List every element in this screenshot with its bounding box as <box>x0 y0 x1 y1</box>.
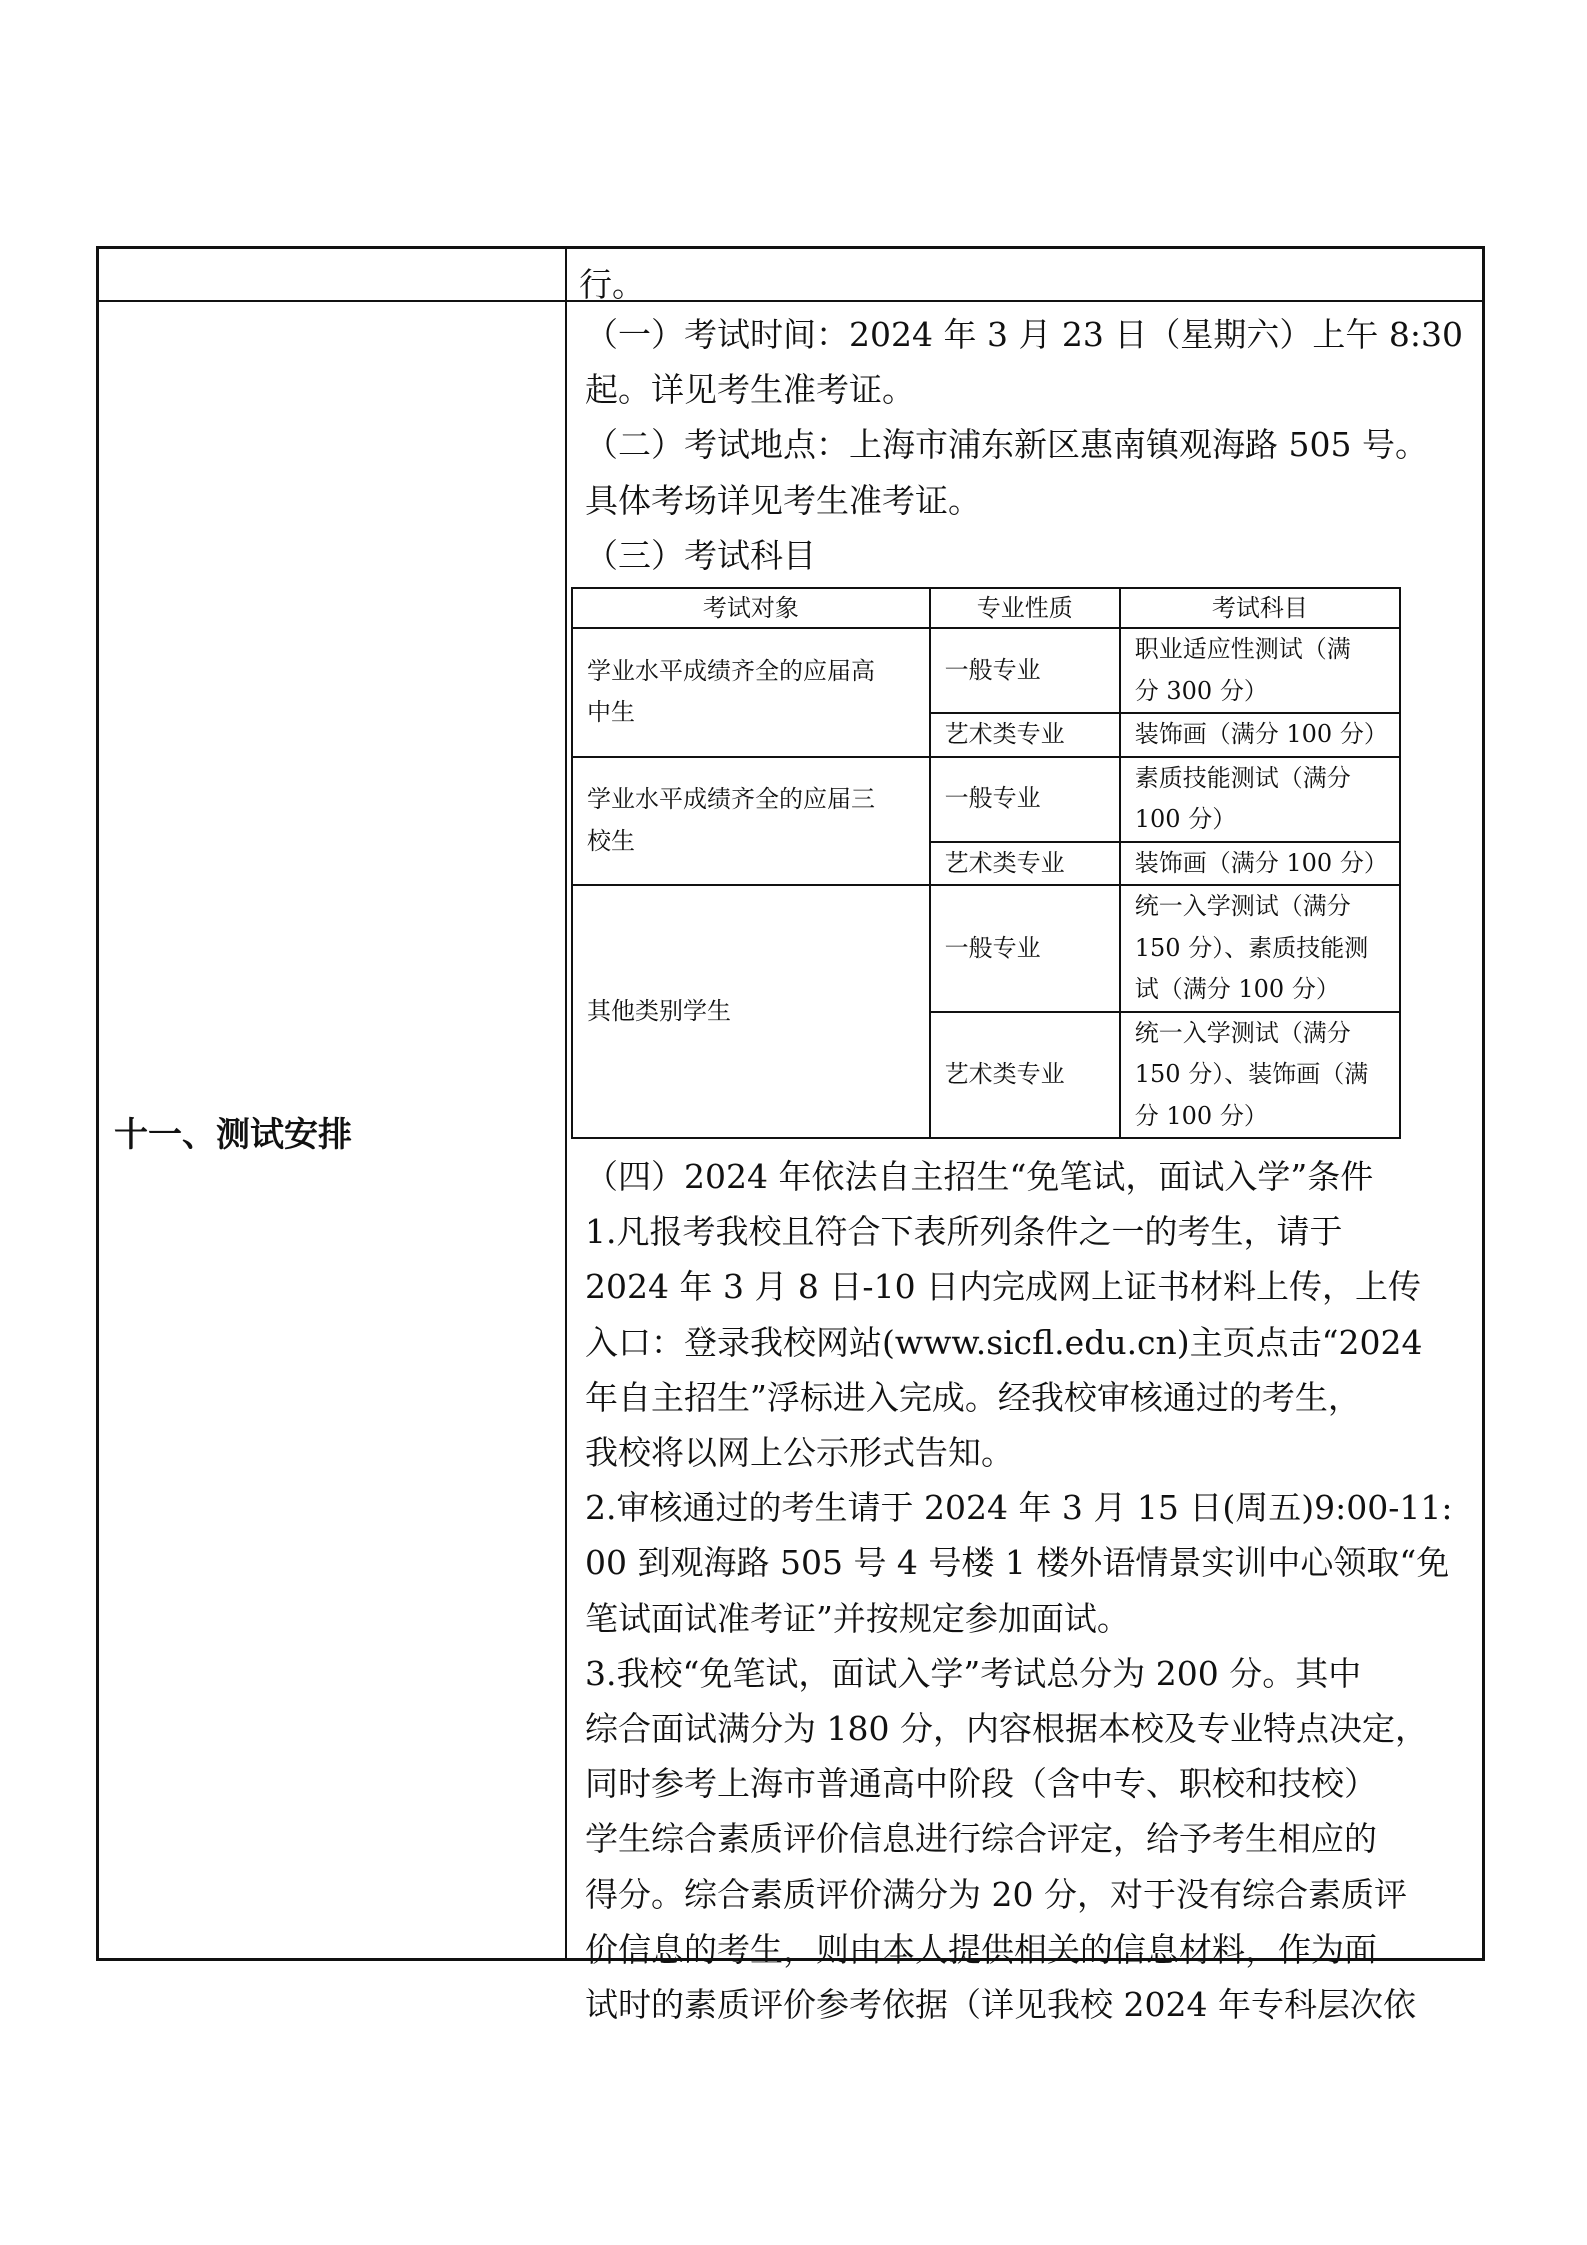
paragraph-line: 2024 年 3 月 8 日-10 日内完成网上证书材料上传，上传 <box>585 1267 1422 1307</box>
major-type-cell: 艺术类专业 <box>930 713 1120 757</box>
target-cell <box>572 885 930 1138</box>
header-target: 考试对象 <box>572 588 930 628</box>
paragraph-line: （四）2024 年依法自主招生“免笔试，面试入学”条件 <box>585 1157 1374 1197</box>
exam-table-header-row <box>572 588 1400 628</box>
paragraph-line: 同时参考上海市普通高中阶段（含中专、职校和技校） <box>585 1764 1377 1804</box>
cell-line: 职业适应性测试（满 <box>1134 635 1351 664</box>
header-type: 专业性质 <box>930 588 1120 628</box>
cell-line: 统一入学测试（满分 <box>1134 892 1351 921</box>
major-type-cell: 一般专业 <box>930 885 1120 1012</box>
subject-cell <box>1120 628 1400 713</box>
row-divider <box>99 300 1482 302</box>
paragraph-line: （三）考试科目 <box>585 535 816 575</box>
top-paragraphs <box>585 307 1465 583</box>
paragraph-line: 00 到观海路 505 号 4 号楼 1 楼外语情景实训中心领取“免 <box>585 1543 1450 1583</box>
paragraph-line: 我校将以网上公示形式告知。 <box>585 1433 1014 1473</box>
subject-cell <box>1120 842 1400 886</box>
cell-line: 其他类别学生 <box>587 996 731 1025</box>
cell-line: 中生 <box>587 698 635 727</box>
paragraph-line: 1.凡报考我校且符合下表所列条件之一的考生，请于 <box>585 1212 1343 1252</box>
paragraph-line: 2.审核通过的考生请于 2024 年 3 月 15 日(周五)9:00-11: <box>585 1488 1453 1528</box>
exam-subjects-table <box>571 587 1401 1139</box>
table-row <box>572 628 1400 713</box>
subject-cell <box>1120 757 1400 842</box>
cell-line: 学业水平成绩齐全的应届三 <box>587 785 875 814</box>
header-subject: 考试科目 <box>1120 588 1400 628</box>
cell-line: 学业水平成绩齐全的应届高 <box>587 656 875 685</box>
paragraph-line: 起。详见考生准考证。 <box>585 370 915 410</box>
subject-cell <box>1120 713 1400 757</box>
table-row <box>572 885 1400 1012</box>
paragraph-line: （一）考试时间：2024 年 3 月 23 日（星期六）上午 8:30 <box>585 315 1464 354</box>
target-cell <box>572 628 930 757</box>
cell-line: 装饰画（满分 100 分） <box>1134 848 1388 877</box>
cell-line: 素质技能测试（满分 <box>1134 763 1351 792</box>
subject-cell <box>1120 1012 1400 1139</box>
cell-line: 分 300 分） <box>1134 676 1268 705</box>
paragraph-line: 价信息的考生，则由本人提供相关的信息材料，作为面 <box>585 1929 1377 1969</box>
row1-content: 行。 <box>579 265 645 304</box>
cell-line: 150 分）、素质技能测 <box>1134 933 1369 962</box>
paragraph-line: 年自主招生”浮标进入完成。经我校审核通过的考生， <box>585 1377 1361 1417</box>
major-type-cell: 艺术类专业 <box>930 1012 1120 1139</box>
paragraph-line: 综合面试满分为 180 分，内容根据本校及专业特点决定， <box>585 1709 1428 1749</box>
cell-line: 150 分）、装饰画（满 <box>1134 1060 1369 1089</box>
subject-cell <box>1120 885 1400 1012</box>
paragraph-line: 试时的素质评价参考依据（详见我校 2024 年专科层次依 <box>585 1985 1416 2025</box>
paragraph-line: 3.我校“免笔试，面试入学”考试总分为 200 分。其中 <box>585 1653 1362 1693</box>
cell-line: 分 100 分） <box>1134 1101 1268 1130</box>
paragraph-line: （二）考试地点：上海市浦东新区惠南镇观海路 505 号。 <box>585 425 1428 465</box>
paragraph-line: 具体考场详见考生准考证。 <box>585 480 981 520</box>
paragraph-line: 入口：登录我校网站(www.sicfl.edu.cn)主页点击“2024 <box>585 1322 1423 1362</box>
paragraph-line: 学生综合素质评价信息进行综合评定，给予考生相应的 <box>585 1819 1377 1859</box>
major-type-cell: 一般专业 <box>930 628 1120 713</box>
cell-line: 校生 <box>587 826 635 855</box>
cell-line: 装饰画（满分 100 分） <box>1134 720 1388 749</box>
target-cell <box>572 757 930 886</box>
section-label: 十一、测试安排 <box>114 1115 352 1155</box>
document-table <box>96 246 1485 2025</box>
bottom-paragraphs <box>585 1149 1465 2032</box>
cell-line: 100 分） <box>1134 805 1237 834</box>
major-type-cell: 艺术类专业 <box>930 842 1120 886</box>
cell-line: 试（满分 100 分） <box>1134 975 1340 1004</box>
column-divider <box>565 249 567 1958</box>
paragraph-line: 笔试面试准考证”并按规定参加面试。 <box>585 1598 1130 1638</box>
section-content <box>585 307 1465 2032</box>
major-type-cell: 一般专业 <box>930 757 1120 842</box>
paragraph-line: 得分。综合素质评价满分为 20 分，对于没有综合素质评 <box>585 1874 1407 1914</box>
table-row <box>572 757 1400 842</box>
cell-line: 统一入学测试（满分 <box>1134 1018 1351 1047</box>
